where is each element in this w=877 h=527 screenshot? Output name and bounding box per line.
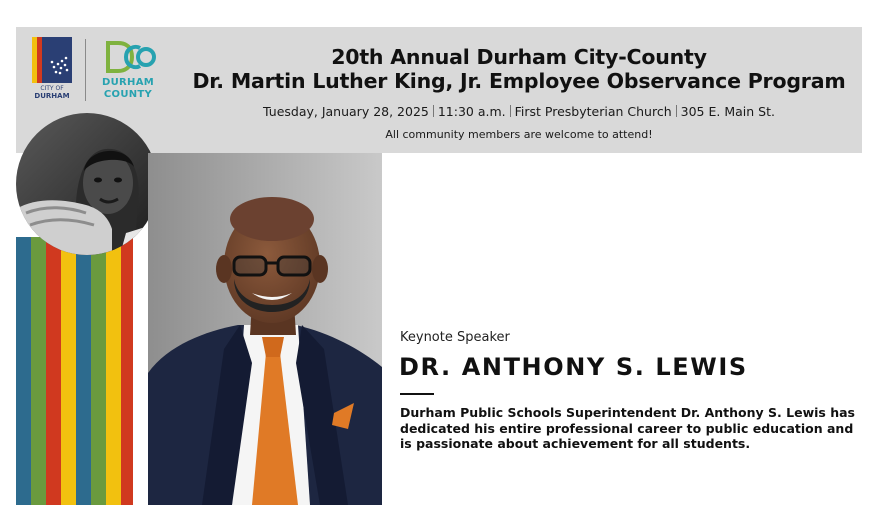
city-name-label: DURHAM — [34, 92, 70, 100]
mlk-portrait-image — [16, 113, 158, 255]
detail-separator — [510, 105, 511, 117]
event-date: Tuesday, January 28, 2025 — [263, 104, 429, 119]
star-cluster-icon — [32, 37, 72, 83]
speaker-portrait-image — [148, 153, 382, 505]
name-underline-divider — [400, 393, 434, 395]
decorative-stripes — [16, 237, 148, 505]
city-logo-mark — [32, 37, 72, 83]
title-line-2: Dr. Martin Luther King, Jr. Employee Observance Program — [192, 69, 846, 93]
title-line-1: 20th Annual Durham City-County — [331, 45, 707, 69]
durham-county-logo — [96, 37, 160, 103]
city-of-durham-logo — [32, 37, 72, 101]
city-of-label: CITY OF — [40, 85, 64, 92]
event-venue: First Presbyterian Church — [514, 104, 672, 119]
event-title — [181, 45, 857, 93]
county-durham-label: DURHAM — [102, 77, 154, 88]
event-details — [181, 104, 857, 119]
speaker-name: DR. ANTHONY S. LEWIS — [399, 353, 748, 381]
event-time: 11:30 a.m. — [437, 104, 506, 119]
detail-separator — [433, 105, 434, 117]
keynote-label: Keynote Speaker — [400, 330, 510, 345]
detail-separator — [676, 105, 677, 117]
speaker-bio: Durham Public Schools Superintendent Dr. Anthony S. Lewis has dedicated his entire professional career to public education and is passionate about achievement for all students. — [400, 405, 855, 451]
event-flyer — [16, 27, 862, 505]
event-address: 305 E. Main St. — [680, 104, 775, 119]
welcome-note: All community members are welcome to attend! — [385, 128, 653, 141]
dco-monogram-icon — [102, 39, 156, 75]
logo-divider — [85, 39, 86, 101]
county-word-label: COUNTY — [103, 89, 153, 100]
